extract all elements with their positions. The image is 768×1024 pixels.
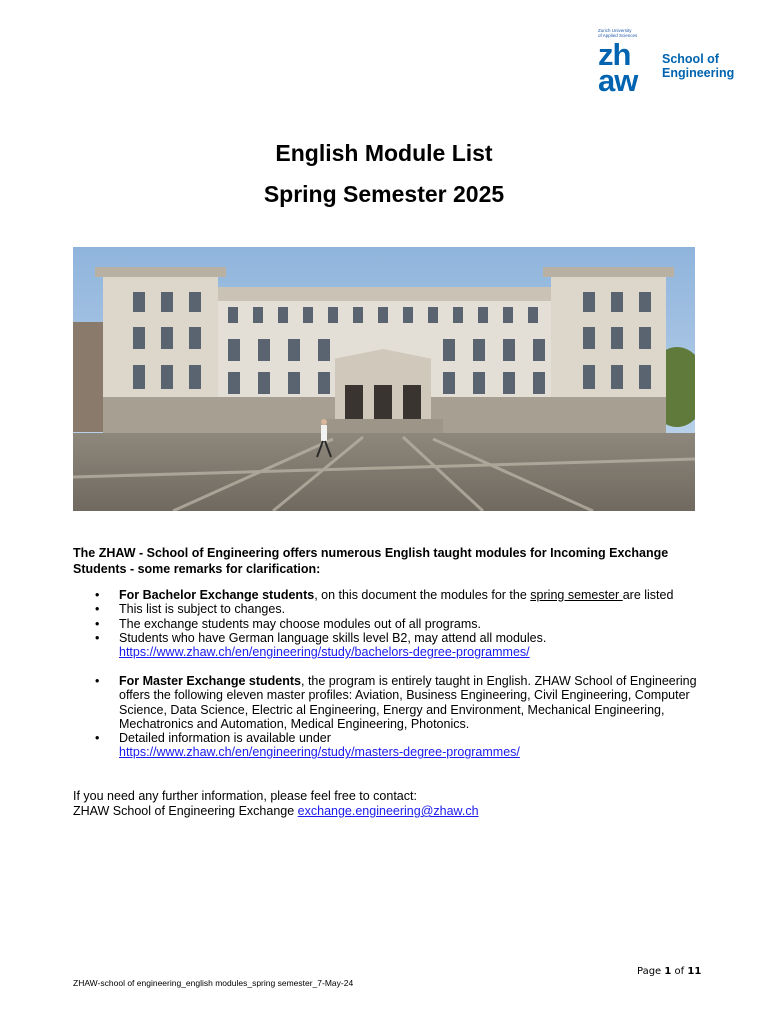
intro-text: The ZHAW - School of Engineering offers numerous English taught modules for Incoming Exchange Students - some remarks for clarification:: [73, 546, 669, 576]
list-item: • For Bachelor Exchange students, on this document the modules for the spring semester are listed: [73, 588, 713, 602]
list-item: • Detailed information is available under https://www.zhaw.ch/en/engineering/study/masters-degree-programmes/: [73, 731, 713, 760]
list-item: • The exchange students may choose modules out of all programs.: [73, 617, 713, 631]
bachelor-bullet-list: [73, 588, 713, 659]
list-item: • This list is subject to changes.: [73, 602, 713, 616]
master-bullet-list: [73, 674, 713, 760]
contact-block: If you need any further information, please feel free to contact: ZHAW School of Engineering Exchange exchange.engineering@zhaw.ch: [73, 789, 479, 818]
campus-building-photo: [73, 247, 695, 511]
page-number: Page 1 of 11: [637, 966, 702, 977]
logo-tagline: Zurich University of Applied Sciences: [598, 28, 638, 38]
document-subtitle: Spring Semester 2025: [263, 181, 505, 207]
logo-mark-bottom: aw: [598, 63, 638, 98]
list-item: • For Master Exchange students, the program is entirely taught in English. ZHAW School of Engineering offers the following eleven master profiles: Aviation, Business Engineering, Civil Engineering, Computer Science, Data Science, Electric al Engineering, Energy and Environment, Mechanical Engineering, Mechatronics and Automation, Medical Engineering, Photonics.: [73, 674, 713, 731]
logo-school-name: School of Engineering: [662, 52, 735, 80]
document-title: English Module List: [275, 140, 493, 166]
exchange-email-link[interactable]: exchange.engineering@zhaw.ch: [297, 804, 479, 818]
master-programmes-link[interactable]: https://www.zhaw.ch/en/engineering/study/masters-degree-programmes/: [119, 745, 520, 760]
logo-mark-top: zh: [598, 37, 631, 72]
list-item: • Students who have German language skills level B2, may attend all modules. https://www.zhaw.ch/en/engineering/study/bachelors-degree-programmes/: [73, 631, 713, 660]
zhaw-logo: [598, 28, 738, 102]
bachelor-programmes-link[interactable]: https://www.zhaw.ch/en/engineering/study/bachelors-degree-programmes/: [119, 645, 530, 660]
document-footer: ZHAW-school of engineering_english modules_spring semester_7-May-24: [73, 978, 354, 988]
